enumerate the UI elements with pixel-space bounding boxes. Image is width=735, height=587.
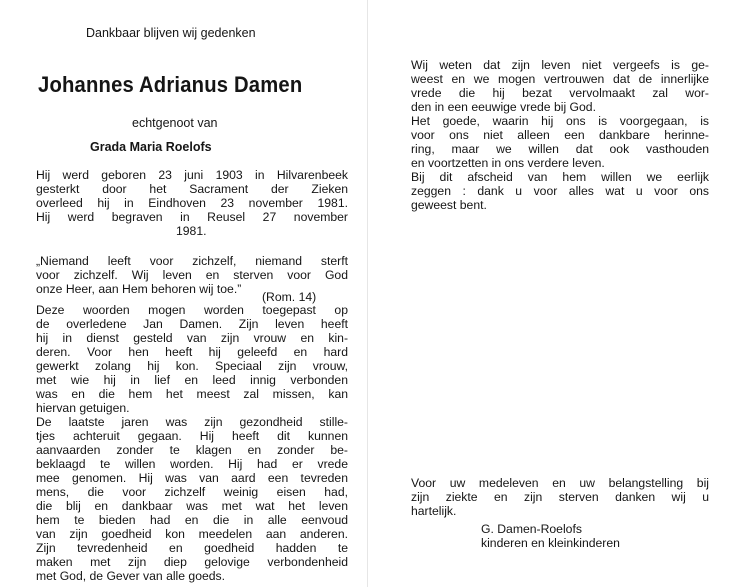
body-line: Deze woorden mogen worden toegepast op (36, 303, 348, 317)
signature-family: kinderen en kleinkinderen (481, 536, 620, 550)
reflection-line: voor ons niet alleen een dankbare herinne- (411, 128, 709, 142)
thanks-line: Voor uw medeleven en uw belangstelling bij (411, 476, 709, 490)
reflection-line: zeggen : dank u voor alles wat u voor ons (411, 184, 709, 198)
thanks-line: hartelijk. (411, 504, 457, 518)
body-line: De laatste jaren was zijn gezondheid stille- (36, 415, 348, 429)
quote-line: „Niemand leeft voor zichzelf, niemand sterft (36, 254, 348, 268)
body-line: met God, de Gever van alle goeds. (36, 569, 226, 583)
reflection-line: en voortzetten in ons verdere leven. (411, 156, 605, 170)
body-line: hiervan getuigen. (36, 401, 130, 415)
body-line: tjes achteruit gegaan. Hij heeft dit kunnen (36, 429, 348, 443)
reflection-line: weest en we mogen vertrouwen dat de innerlijke (411, 72, 709, 86)
body-line: mens, die voor zichzelf weinig eisen had, (36, 485, 348, 499)
body-line: hem te bieden had en die in alle eenvoud (36, 513, 348, 527)
reflection-line: geweest bent. (411, 198, 487, 212)
bio-line: Hij werd begraven in Reusel 27 november (36, 210, 348, 224)
quote-line: voor zichzelf. Wij leven en sterven voor God (36, 268, 348, 282)
reflection-line: vrede die hij bezat vervolmaakt zal wor- (411, 86, 709, 100)
fold-line (367, 0, 368, 587)
reflection-line: den in een eeuwige vrede bij God. (411, 100, 596, 114)
body-line: gewerkt zolang hij kon. Speciaal zijn vrouw, (36, 359, 348, 373)
body-line: deren. Voor hen heeft hij geleefd en hard (36, 345, 348, 359)
thanks-line: zijn ziekte en zijn sterven danken wij u (411, 490, 709, 504)
body-line: die blij en dankbaar was met wat het leven (36, 499, 348, 513)
body-line: Zijn tevredenheid en goedheid hadden te (36, 541, 348, 555)
bio-line: Hij werd geboren 23 juni 1903 in Hilvarenbeek (36, 168, 348, 182)
relation-label: echtgenoot van (132, 116, 218, 130)
spouse-name: Grada Maria Roelofs (90, 140, 212, 154)
quote-line: onze Heer, aan Hem behoren wij toe.” (36, 282, 242, 296)
body-line: de overledene Jan Damen. Zijn leven heeft (36, 317, 348, 331)
bio-line: overleed hij in Eindhoven 23 november 1981. (36, 196, 348, 210)
body-line: beklaagd te willen worden. Hij had er vrede (36, 457, 348, 471)
bio-line: 1981. (176, 224, 207, 238)
body-line: hij in dienst gesteld van zijn vrouw en kin- (36, 331, 348, 345)
reflection-line: Het goede, waarin hij ons is voorgegaan, is (411, 114, 709, 128)
signature-name: G. Damen-Roelofs (481, 522, 582, 536)
reflection-line: Bij dit afscheid van hem willen we eerlijk (411, 170, 709, 184)
body-line: van zijn goedheid kon meedelen aan anderen. (36, 527, 348, 541)
body-line: aanvaarden zonder te klagen en zonder be- (36, 443, 348, 457)
body-line: met wie hij in lief en leed innig verbonden (36, 373, 348, 387)
body-line: was en die hem het meest zal missen, kan (36, 387, 348, 401)
body-line: mee genomen. Hij was van aard een tevreden (36, 471, 348, 485)
deceased-name: Johannes Adrianus Damen (38, 72, 303, 97)
quote-reference: (Rom. 14) (262, 290, 317, 304)
reflection-line: ring, maar we willen dat ook vasthouden (411, 142, 709, 156)
body-line: maken met zijn diep gelovige verbondenheid (36, 555, 348, 569)
intro-line: Dankbaar blijven wij gedenken (86, 26, 256, 40)
bio-line: gesterkt door het Sacrament der Zieken (36, 182, 348, 196)
reflection-line: Wij weten dat zijn leven niet vergeefs is ge- (411, 58, 709, 72)
